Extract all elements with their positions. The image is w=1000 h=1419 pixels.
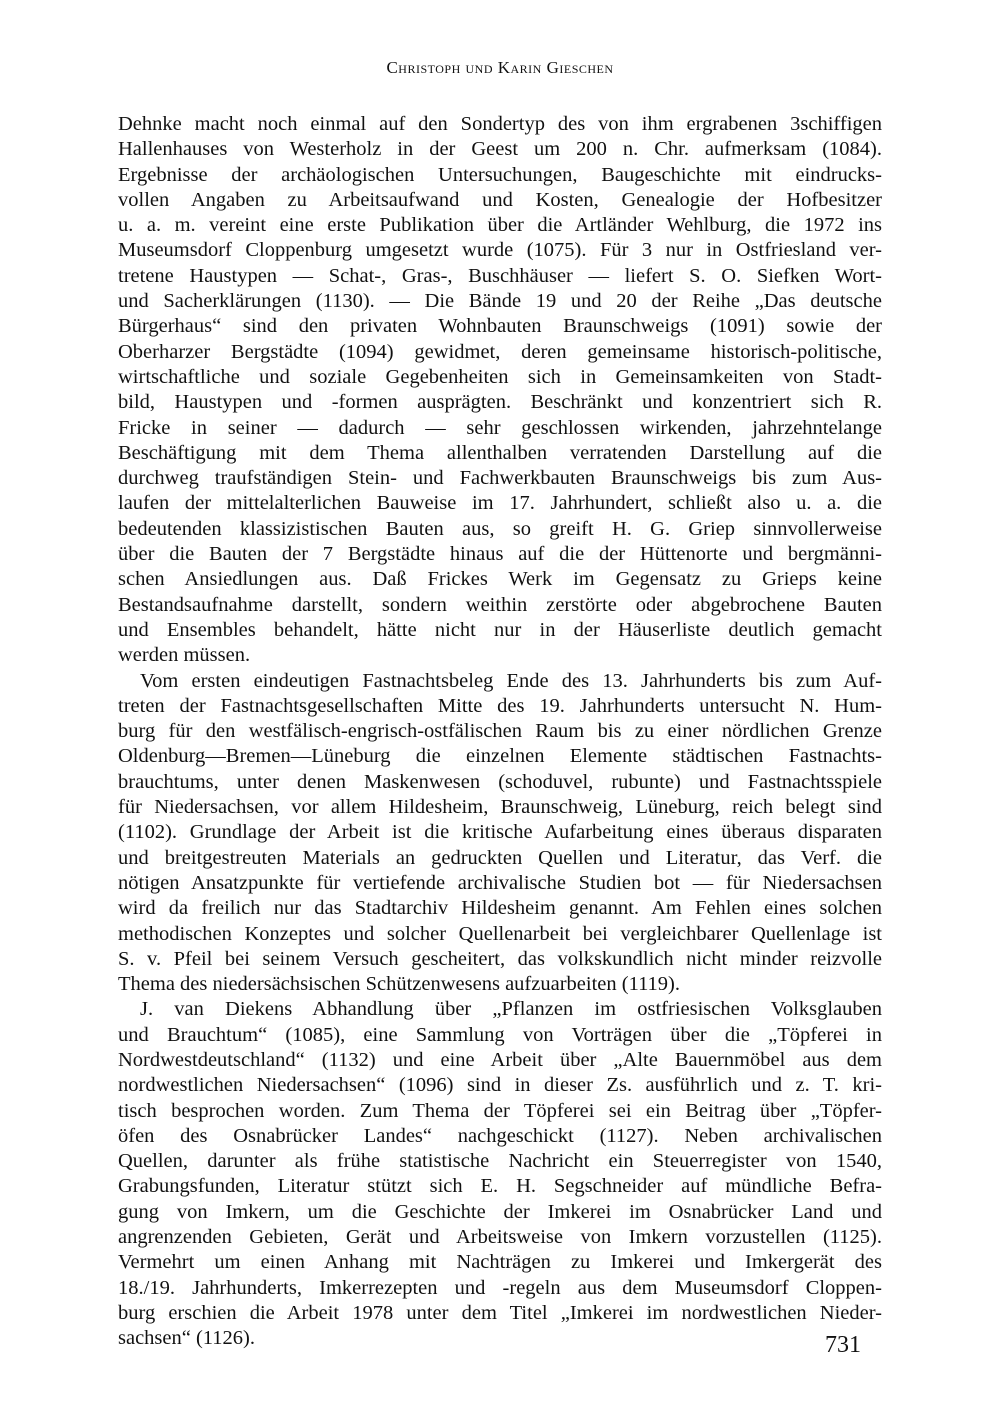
text-line: schen Ansiedlungen aus. Daß Frickes Werk im Gegensatz zu Grieps keine (118, 568, 882, 591)
page-number: 731 (825, 1332, 861, 1358)
text-line: Museumsdorf Cloppenburg umgesetzt wurde (1075). Für 3 nur in Ostfriesland ver- (118, 239, 882, 262)
text-line: wird da freilich nur das Stadtarchiv Hildesheim genannt. Am Fehlen eines solchen (118, 897, 882, 920)
text-line: angrenzenden Gebieten, Gerät und Arbeitsweise von Imkern vorzustellen (1125). (118, 1226, 882, 1249)
running-head: Christoph und Karin Gieschen (386, 58, 614, 77)
text-line: Bestandsaufnahme darstellt, sondern weithin zerstörte oder abgebrochene Bauten (118, 593, 882, 616)
body-text (118, 112, 882, 1352)
text-line: laufen der mittelalterlichen Bauweise im 17. Jahrhundert, schließt also u. a. die (118, 492, 882, 515)
text-line: und Ensembles behandelt, hätte nicht nur in der Häuserliste deutlich gemacht (118, 618, 882, 641)
text-line: Vom ersten eindeutigen Fastnachtsbeleg Ende des 13. Jahrhunderts bis zum Auf- (140, 669, 882, 692)
text-line: J. van Diekens Abhandlung über „Pflanzen im ostfriesischen Volksglauben (140, 998, 882, 1021)
text-line: sachsen“ (1126). (118, 1327, 255, 1350)
text-line: Bürgerhaus“ sind den privaten Wohnbauten Braunschweigs (1091) sowie der (118, 315, 882, 338)
text-line: Oldenburg—Bremen—Lüneburg die einzelnen Elemente städtischen Fastnachts- (118, 745, 882, 768)
text-line: Ergebnisse der archäologischen Untersuchungen, Baugeschichte mit eindrucks- (118, 163, 882, 186)
text-line: methodischen Konzeptes und solcher Quellenarbeit bei vergleichbarer Quellenlage ist (118, 922, 882, 945)
text-line: über die Bauten der 7 Bergstädte hinaus auf die der Hüttenorte und bergmänni- (118, 543, 882, 566)
paragraph (118, 997, 882, 1351)
text-line: tisch besprochen worden. Zum Thema der Töpferei sei ein Beitrag über „Töpfer- (118, 1099, 882, 1122)
text-line: für Niedersachsen, vor allem Hildesheim, Braunschweig, Lüneburg, reich belegt sind (118, 796, 882, 819)
text-line: treten der Fastnachtsgesellschaften Mitte des 19. Jahrhunderts untersucht N. Hum- (118, 694, 882, 717)
text-line: und Sacherklärungen (1130). — Die Bände 19 und 20 der Reihe „Das deutsche (118, 290, 882, 313)
text-line: burg für den westfälisch-engrisch-ostfälischen Raum bis zu einer nördlichen Grenze (118, 720, 882, 743)
text-line: bedeutenden klassizistischen Bauten aus, so greift H. G. Griep sinnvollerweise (118, 517, 882, 540)
text-line: u. a. m. vereint eine erste Publikation über die Artländer Wehlburg, die 1972 ins (118, 214, 882, 237)
text-line: gung von Imkern, um die Geschichte der Imkerei im Osnabrücker Land und (118, 1200, 882, 1223)
text-line: nötigen Ansatzpunkte für vertiefende archivalische Studien bot — für Niedersachsen (118, 871, 882, 894)
text-line: bild, Haustypen und -formen ausprägten. Beschränkt und konzentriert sich R. (118, 391, 882, 414)
paragraph (118, 669, 882, 998)
text-line: werden müssen. (118, 644, 251, 667)
text-line: brauchtums, unter denen Maskenwesen (schoduvel, rubunte) und Fastnachtsspiele (118, 770, 882, 793)
text-line: Vermehrt um einen Anhang mit Nachträgen zu Imkerei und Imkergerät des (118, 1251, 882, 1274)
text-line: durchweg traufständigen Stein- und Fachwerkbauten Braunschweigs bis zum Aus- (118, 467, 882, 490)
text-line: (1102). Grundlage der Arbeit ist die kritische Aufarbeitung eines überaus disparaten (118, 821, 882, 844)
paragraph (118, 112, 882, 669)
text-line: Fricke in seiner — dadurch — sehr geschlossen wirkenden, jahrzehntelange (118, 416, 882, 439)
text-line: Oberharzer Bergstädte (1094) gewidmet, deren gemeinsame historisch-politische, (118, 340, 882, 363)
text-line: vollen Angaben zu Arbeitsaufwand und Kosten, Genealogie der Hofbesitzer (118, 188, 882, 211)
text-line: 18./19. Jahrhunderts, Imkerrezepten und -regeln aus dem Museumsdorf Cloppen- (118, 1276, 882, 1299)
text-line: wirtschaftliche und soziale Gegebenheiten sich in Gemeinsamkeiten von Stadt- (118, 365, 882, 388)
text-line: und Brauchtum“ (1085), eine Sammlung von Vorträgen über die „Töpferei in (118, 1023, 882, 1046)
text-line: S. v. Pfeil bei seinem Versuch gescheitert, das volkskundlich nicht minder reizvolle (118, 947, 882, 970)
text-line: Hallenhauses von Westerholz in der Geest um 200 n. Chr. aufmerksam (1084). (118, 138, 882, 161)
text-line: Dehnke macht noch einmal auf den Sondertyp des von ihm ergrabenen 3schiffigen (118, 113, 882, 135)
text-line: nordwestlichen Niedersachsen“ (1096) sind in dieser Zs. ausführlich und z. T. kri- (118, 1074, 882, 1097)
text-line: öfen des Osnabrücker Landes“ nachgeschickt (1127). Neben archivalischen (118, 1124, 882, 1147)
text-line: Thema des niedersächsischen Schützenwesens aufzuarbeiten (1119). (118, 973, 681, 996)
text-line: burg erschien die Arbeit 1978 unter dem Titel „Imkerei im nordwestlichen Nieder- (118, 1301, 882, 1324)
text-line: Beschäftigung mit dem Thema allenthalben verratenden Darstellung auf die (118, 441, 882, 464)
text-line: Quellen, darunter als frühe statistische Nachricht ein Steuerregister von 1540, (118, 1150, 882, 1173)
text-line: und breitgestreuten Materials an gedruckten Quellen und Literatur, das Verf. die (118, 846, 882, 869)
text-line: Grabungsfunden, Literatur stützt sich E. H. Segschneider auf mündliche Befra- (118, 1175, 882, 1198)
text-line: tretene Haustypen — Schat-, Gras-, Buschhäuser — liefert S. O. Siefken Wort- (118, 264, 882, 287)
text-line: Nordwestdeutschland“ (1132) und eine Arbeit über „Alte Bauernmöbel aus dem (118, 1048, 882, 1071)
